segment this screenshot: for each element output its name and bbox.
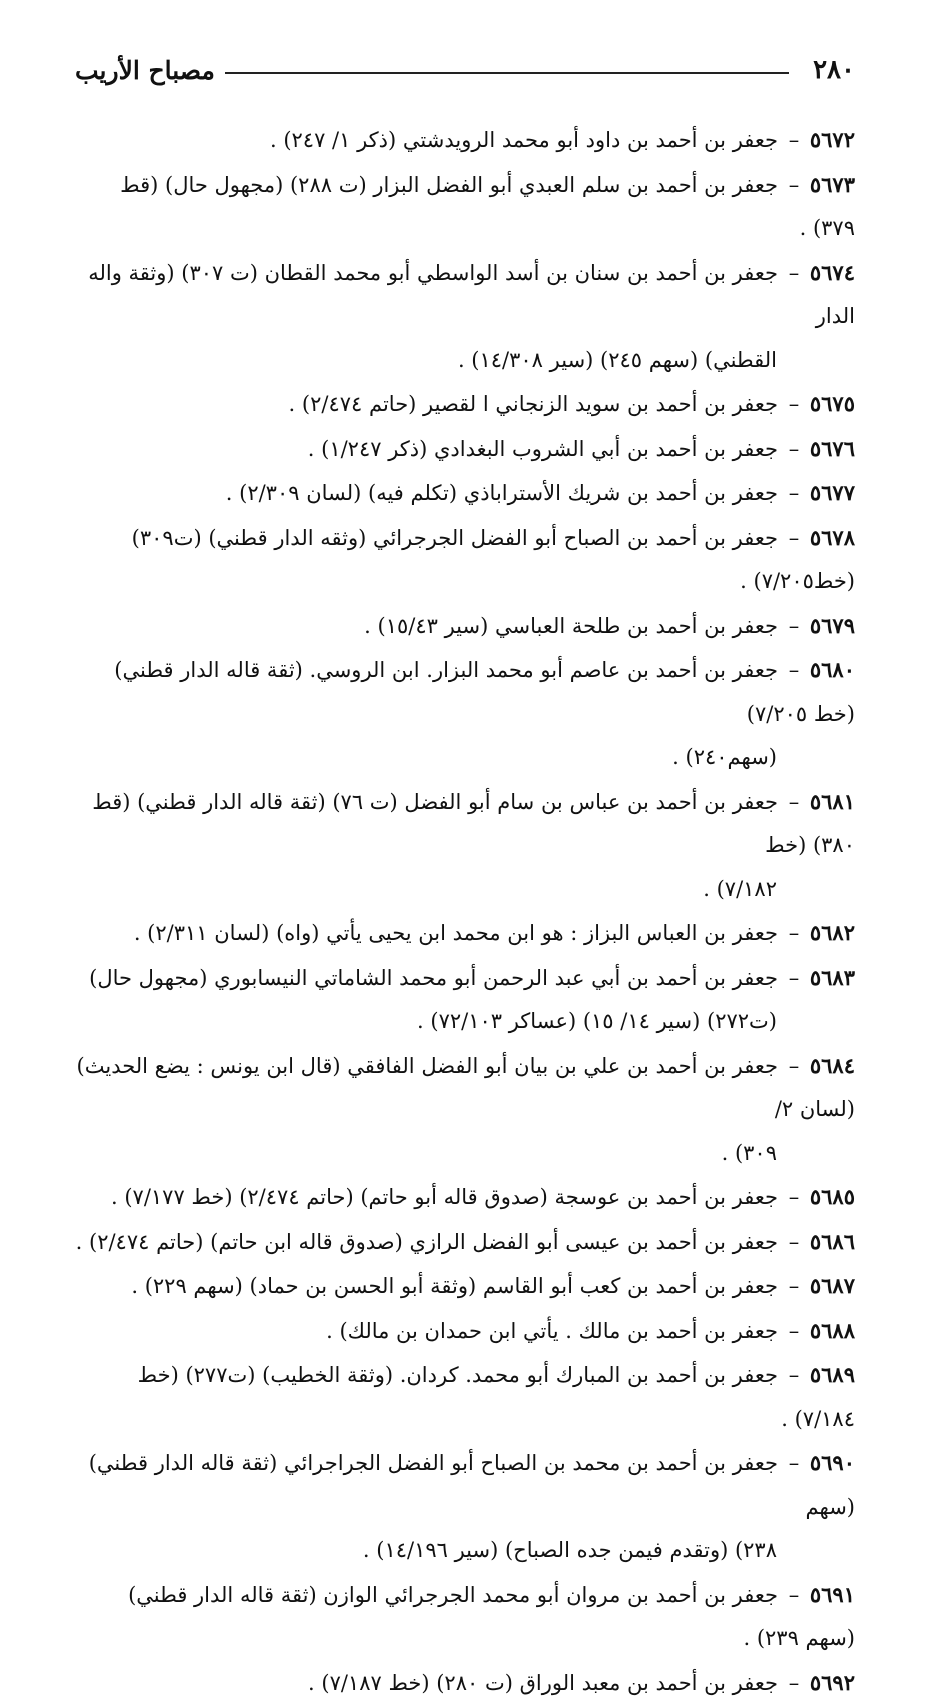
- entry-text: جعفر بن أحمد بن داود أبو محمد الرويدشتي (ذكر ١/ ٢٤٧) .: [270, 128, 778, 152]
- entry-dash: –: [778, 658, 810, 682]
- entry-dash: –: [778, 1671, 810, 1695]
- entry-item: [75, 911, 855, 956]
- entry-item: [75, 648, 855, 780]
- entry-dash: –: [778, 173, 810, 197]
- entry-number: ٥٦٨٩: [810, 1362, 855, 1387]
- entry-dash: –: [778, 392, 810, 416]
- entry-dash: –: [778, 1185, 810, 1209]
- entry-dash: –: [778, 1451, 810, 1475]
- entry-text: جعفر بن أحمد بن سلم العبدي أبو الفضل البزار (ت ٢٨٨) (مجهول حال) (قط ٣٧٩) .: [120, 173, 855, 241]
- entry-text: جعفر بن أحمد بن أبي عبد الرحمن أبو محمد الشاماتي النيسابوري (مجهول حال): [89, 966, 778, 990]
- entry-text: جعفر بن أحمد بن كعب أبو القاسم (وثقة أبو الحسن بن حماد) (سهم ٢٢٩) .: [131, 1274, 778, 1298]
- entry-text: جعفر بن أحمد بن الصباح أبو الفضل الجرجرائي (وثقه الدار قطني) (ت٣٠٩) (خط٧/٢٠٥) .: [132, 526, 855, 594]
- page-header: [75, 50, 855, 90]
- entry-number: ٥٦٧٦: [810, 436, 855, 461]
- entries-list: [75, 118, 855, 1705]
- entry-item: [75, 516, 855, 604]
- entry-text: جعفر بن أحمد بن علي بن بيان أبو الفضل الفافقي (قال ابن يونس : يضع الحديث) (لسان ٢/: [77, 1054, 855, 1122]
- entry-text: جعفر بن أحمد بن مالك . يأتي ابن حمدان بن مالك) .: [326, 1319, 778, 1343]
- book-title: مصباح الأريب: [75, 56, 215, 85]
- entry-number: ٥٦٨٧: [810, 1273, 855, 1298]
- entry-text: جعفر بن أحمد بن محمد بن الصباح أبو الفضل الجراجرائي (ثقة قاله الدار قطني) (سهم: [89, 1451, 855, 1519]
- entry-dash: –: [778, 481, 810, 505]
- entry-item: [75, 427, 855, 472]
- entry-item: [75, 1573, 855, 1661]
- entry-number: ٥٦٨٠: [810, 657, 855, 682]
- entry-text: جعفر بن أحمد بن سنان بن أسد الواسطي أبو محمد القطان (ت ٣٠٧) (وثقة واله الدار: [88, 261, 855, 329]
- entry-number: ٥٦٧٢: [810, 127, 855, 152]
- entry-dash: –: [778, 128, 810, 152]
- entry-item: [75, 1175, 855, 1220]
- entry-dash: –: [778, 790, 810, 814]
- entry-item: [75, 780, 855, 912]
- entry-dash: –: [778, 966, 810, 990]
- entry-text: جعفر بن أحمد بن عباس بن سام أبو الفضل (ت ٧٦) (ثقة قاله الدار قطني) (قط ٣٨٠) (خط: [92, 790, 855, 858]
- entry-item: [75, 471, 855, 516]
- entry-item: [75, 604, 855, 649]
- entry-dash: –: [778, 1319, 810, 1343]
- entry-text: جعفر بن أحمد بن معبد الوراق (ت ٢٨٠) (خط ٧/١٨٧) .: [308, 1671, 778, 1695]
- entry-text: جعفر بن أحمد بن شريك الأستراباذي (تكلم فيه) (لسان ٢/٣٠٩) .: [226, 481, 778, 505]
- entry-text: جعفر بن أحمد بن أبي الشروب البغدادي (ذكر ١/٢٤٧) .: [308, 437, 778, 461]
- entry-text-continued: ٧/١٨٢) .: [75, 868, 855, 912]
- entry-text: جعفر بن أحمد بن عيسى أبو الفضل الرازي (صدوق قاله ابن حاتم) (حاتم ٢/٤٧٤) .: [76, 1230, 778, 1254]
- entry-number: ٥٦٨٢: [810, 920, 855, 945]
- entry-number: ٥٦٧٤: [810, 260, 855, 285]
- entry-dash: –: [778, 1363, 810, 1387]
- entry-item: [75, 1309, 855, 1354]
- entry-number: ٥٦٨١: [810, 789, 855, 814]
- entry-number: ٥٦٩١: [810, 1582, 855, 1607]
- entry-item: [75, 1220, 855, 1265]
- entry-text: جعفر بن أحمد بن عوسجة (صدوق قاله أبو حاتم) (حاتم ٢/٤٧٤) (خط ٧/١٧٧) .: [111, 1185, 778, 1209]
- entry-text-continued: القطني) (سهم ٢٤٥) (سير ١٤/٣٠٨) .: [75, 339, 855, 383]
- entry-text: جعفر بن العباس البزاز : هو ابن محمد ابن يحيى يأتي (واه) (لسان ٢/٣١١) .: [134, 921, 778, 945]
- entry-item: [75, 956, 855, 1044]
- entry-number: ٥٦٨٤: [810, 1053, 855, 1078]
- entry-text: جعفر بن أحمد بن عاصم أبو محمد البزار. ابن الروسي. (ثقة قاله الدار قطني) (خط ٧/٢٠٥): [114, 658, 855, 726]
- entry-item: [75, 1264, 855, 1309]
- entry-dash: –: [778, 526, 810, 550]
- entry-number: ٥٦٨٣: [810, 965, 855, 990]
- entry-item: [75, 251, 855, 383]
- entry-number: ٥٦٩٠: [810, 1450, 855, 1475]
- entry-number: ٥٦٩٢: [810, 1670, 855, 1695]
- entry-text: جعفر بن أحمد بن المبارك أبو محمد. كردان. (وثقة الخطيب) (ت٢٧٧) (خط ٧/١٨٤) .: [138, 1363, 855, 1431]
- entry-item: [75, 163, 855, 251]
- entry-dash: –: [778, 437, 810, 461]
- entry-text-continued: (سهم٢٤٠) .: [75, 736, 855, 780]
- header-rule: [225, 72, 789, 74]
- entry-item: [75, 382, 855, 427]
- entry-dash: –: [778, 1274, 810, 1298]
- entry-number: ٥٦٧٥: [810, 391, 855, 416]
- entry-item: [75, 1441, 855, 1573]
- entry-dash: –: [778, 1583, 810, 1607]
- entry-number: ٥٦٧٩: [810, 613, 855, 638]
- entry-text-continued: ٢٣٨) (وتقدم فيمن جده الصباح) (سير ١٤/١٩٦) .: [75, 1529, 855, 1573]
- page-number: ٢٨٠: [813, 55, 855, 85]
- entry-number: ٥٦٧٨: [810, 525, 855, 550]
- entry-item: [75, 1661, 855, 1705]
- entry-dash: –: [778, 1054, 810, 1078]
- entry-number: ٥٦٨٥: [810, 1184, 855, 1209]
- entry-number: ٥٦٨٨: [810, 1318, 855, 1343]
- entry-dash: –: [778, 921, 810, 945]
- entry-dash: –: [778, 614, 810, 638]
- entry-text: جعفر بن أحمد بن طلحة العباسي (سير ١٥/٤٣) .: [364, 614, 778, 638]
- entry-text-continued: (ت٢٧٢) (سير ١٤/ ١٥) (عساكر ٧٢/١٠٣) .: [75, 1000, 855, 1044]
- entry-text: جعفر بن أحمد بن مروان أبو محمد الجرجرائي الوازن (ثقة قاله الدار قطني) (سهم ٢٣٩) .: [128, 1583, 855, 1651]
- entry-item: [75, 1353, 855, 1441]
- entry-number: ٥٦٨٦: [810, 1229, 855, 1254]
- entry-item: [75, 1044, 855, 1176]
- entry-number: ٥٦٧٣: [810, 172, 855, 197]
- entry-number: ٥٦٧٧: [810, 480, 855, 505]
- entry-dash: –: [778, 261, 810, 285]
- entry-dash: –: [778, 1230, 810, 1254]
- entry-text-continued: ٣٠٩) .: [75, 1132, 855, 1176]
- entry-item: [75, 118, 855, 163]
- entry-text: جعفر بن أحمد بن سويد الزنجاني ا لقصير (حاتم ٢/٤٧٤) .: [289, 392, 778, 416]
